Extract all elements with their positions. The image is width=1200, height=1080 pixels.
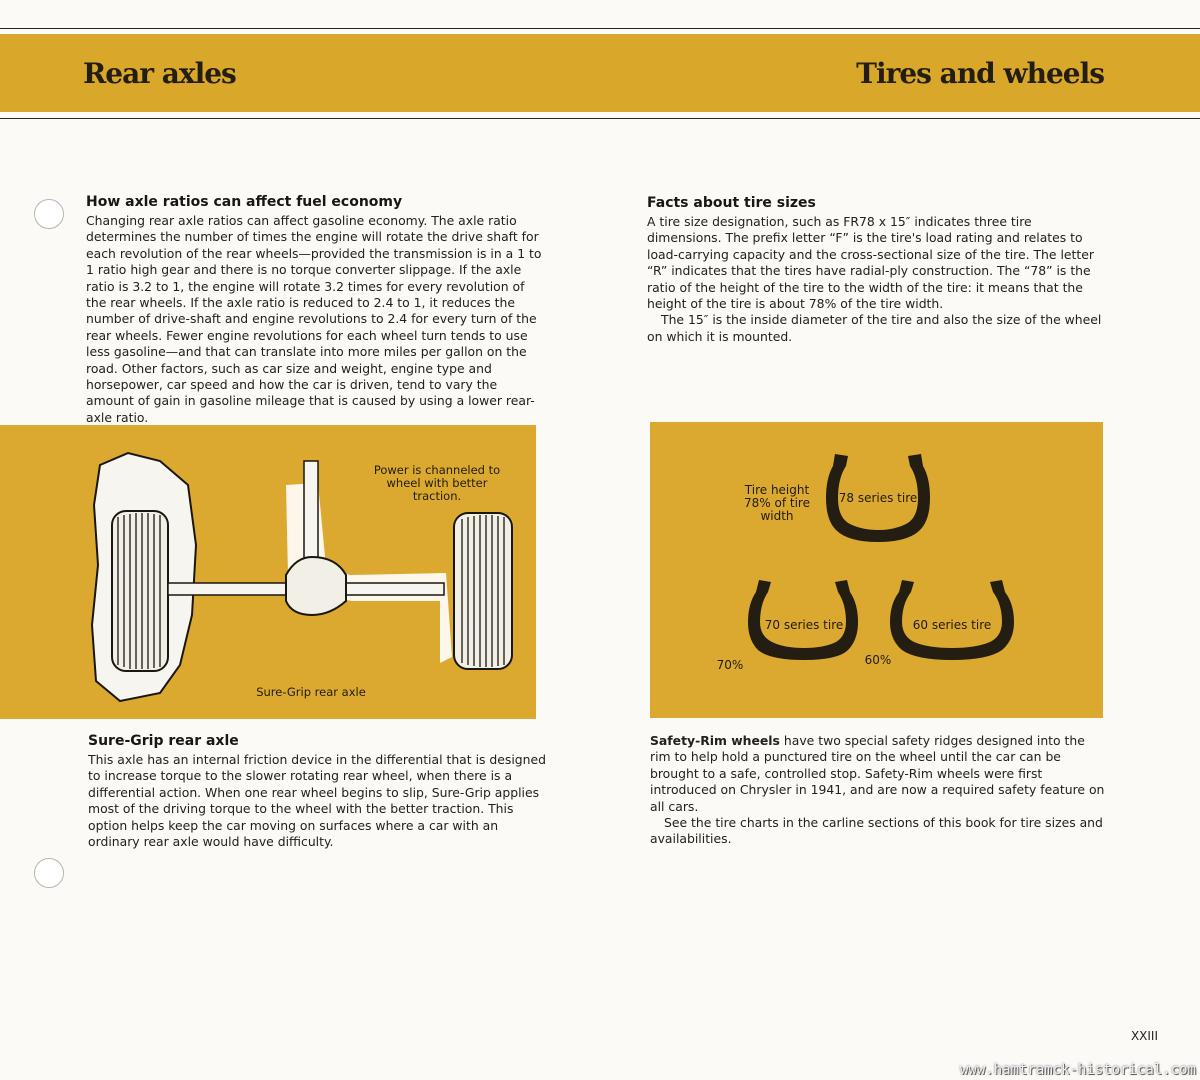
tire-profiles-drawing [650, 422, 1103, 718]
sure-grip-paragraph: This axle has an internal friction device in the differential that is designed to increase torque to the slower rotating rear wheel, when there is a differential action. When one rear wheel begins to slip, Sure-Grip applies most of the driving torque to the wheel with the better traction. This option helps keep the car moving on surfaces where a car with an ordinary rear axle would have difficulty. [88, 752, 546, 850]
tire-sizes-text: A tire size designation, such as FR78 x 15″ indicates three tire dimensions. The prefix letter “F” is the tire's load rating and relates to load-carrying capacity and the cross-sectional size of the tire. The letter “R” indicates that the tires have radial-ply construction. The “78” is the ratio of the height of the tire to the width of the tire: it means that the height of the tire is about 78% of the tire width. [647, 214, 1094, 312]
section-title-left: Rear axles [83, 57, 236, 90]
tire-70-label: 70 series tire [764, 618, 844, 632]
tire-charts-note: See the tire charts in the carline sections of this book for tire sizes and availabilities. [650, 815, 1103, 847]
power-callout: Power is channeled to wheel with better traction. [373, 463, 501, 503]
tire-diameter-text: The 15″ is the inside diameter of the tire and also the size of the wheel on which it is mounted. [647, 312, 1102, 344]
tire-height-note: Tire height 78% of tire width [744, 483, 810, 523]
tire-60-percent: 60% [864, 653, 892, 667]
binder-hole-bottom [34, 858, 64, 888]
page-number: XXIII [1130, 1029, 1158, 1043]
drive-shaft [304, 461, 318, 569]
axle-ratio-heading: How axle ratios can affect fuel economy [86, 194, 403, 210]
tire-70-percent: 70% [716, 658, 744, 672]
safety-rim-term: Safety-Rim wheels [650, 733, 780, 748]
axle-shaft-left [168, 583, 286, 595]
right-wheel [454, 513, 512, 669]
tire-sizes-paragraph [647, 214, 1109, 345]
source-watermark: www.hamtramck-historical.com [959, 1062, 1196, 1078]
section-title-right: Tires and wheels [856, 57, 1104, 90]
safety-rim-text: have two special safety ridges designed into the rim to help hold a punctured tire on the wheel until the car can be brought to a safe, controlled stop. Safety-Rim wheels were first introduced on Chrysler in 1941, and are now a required safety feature on all cars. [650, 733, 1105, 814]
tire-78-label: 78 series tire [838, 491, 918, 505]
axle-ratio-paragraph: Changing rear axle ratios can affect gasoline economy. The axle ratio determines the number of times the engine will rotate the drive shaft for each revolution of the rear wheels—provided the transmission is in a 1 to 1 ratio high gear and there is no torque converter slippage. If the axle ratio is 3.2 to 1, the engine will rotate 3.2 times for every revolution of the rear wheels. If the axle ratio is reduced to 2.4 to 1, it reduces the number of drive-shaft and engine revolutions to 2.4 for every turn of the rear wheels. Fewer engine revolutions for each wheel turn tends to use less gasoline—and that can translate into more miles per gallon on the road. Other factors, such as car size and weight, engine type and horsepower, car speed and how the car is driven, tend to vary the amount of gain in gasoline mileage that is caused by using a lower rear-axle ratio. [86, 213, 542, 425]
binder-hole-top [34, 199, 64, 229]
axle-shaft-right [346, 583, 444, 595]
sure-grip-heading: Sure-Grip rear axle [88, 733, 239, 749]
sure-grip-illustration [0, 425, 536, 719]
differential-housing [286, 557, 346, 615]
banner-bottom-rule [0, 118, 1200, 119]
sure-grip-caption: Sure-Grip rear axle [256, 685, 366, 699]
tire-series-diagram [650, 422, 1103, 718]
top-rule [0, 28, 1200, 29]
tire-sizes-heading: Facts about tire sizes [647, 195, 816, 211]
tire-60-label: 60 series tire [912, 618, 992, 632]
safety-rim-paragraph [650, 733, 1106, 848]
